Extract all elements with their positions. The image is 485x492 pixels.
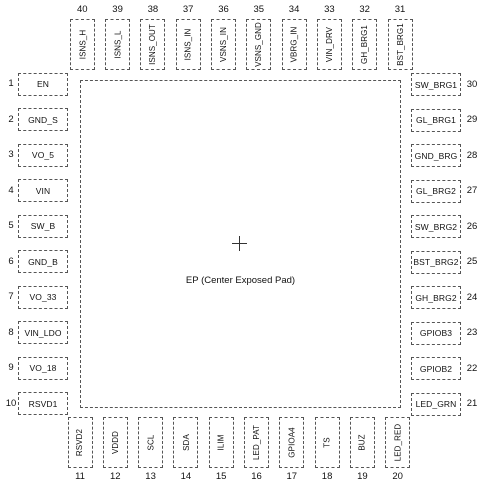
pin-pad [388, 19, 413, 70]
pin-name: GPIOB2 [419, 363, 453, 374]
pin-pad [411, 73, 461, 96]
pin-number: 18 [321, 471, 333, 482]
pin-name: GND_S [28, 114, 58, 125]
pin-pad [18, 215, 68, 238]
pin-pad [70, 19, 95, 70]
pin-pad [244, 417, 269, 468]
pin-pad [411, 180, 461, 203]
pin-pad [18, 144, 68, 167]
pin-name: RSVD2 [75, 428, 85, 457]
pin-number: 19 [357, 471, 368, 482]
pin-pad [18, 321, 68, 344]
pin-name: GPIOB3 [419, 328, 453, 338]
pin-number: 10 [5, 397, 17, 409]
pin-number: 27 [466, 185, 478, 196]
pin-pad [411, 144, 461, 167]
pin-name: BST_BRG2 [413, 257, 459, 267]
pin-number: 14 [180, 471, 192, 482]
pin-number: 3 [8, 149, 14, 160]
pin-number: 23 [466, 327, 478, 338]
pin-pad [279, 417, 304, 468]
pin-number: 38 [147, 4, 159, 15]
pin-pad [18, 108, 68, 131]
pin-pad [317, 19, 342, 70]
pin-name: GL_BRG2 [416, 186, 456, 196]
pin-pad [211, 19, 236, 70]
pin-number: 6 [8, 255, 14, 267]
pin-number: 16 [251, 471, 262, 482]
pin-pad [411, 322, 461, 345]
pin-number: 36 [218, 4, 229, 15]
pin-name: GND_B [28, 256, 58, 267]
pin-number: 25 [466, 256, 478, 267]
pin-pad [209, 417, 234, 468]
pin-number: 28 [466, 149, 478, 161]
pin-number: 4 [8, 184, 14, 196]
pin-pad [173, 417, 198, 468]
pin-number: 29 [466, 114, 478, 125]
pin-number: 12 [110, 471, 121, 482]
pin-name: BUZ [357, 434, 367, 451]
pin-number: 32 [359, 4, 370, 15]
pin-name: SW_BRG1 [414, 79, 458, 90]
pin-pad [315, 417, 340, 468]
pin-name: LED_PAT [252, 424, 261, 461]
pin-pad [352, 19, 377, 70]
exposed-pad [80, 80, 401, 408]
pin-name: GH_BRG1 [360, 25, 370, 64]
pin-pad [18, 250, 68, 273]
pin-pad [411, 357, 461, 380]
pin-name: TS [322, 437, 332, 448]
pin-name: GND_BRG [414, 150, 458, 161]
pin-number: 35 [253, 4, 265, 15]
pin-pad [411, 109, 461, 132]
pin-number: 26 [466, 220, 478, 232]
pin-pad [103, 417, 128, 468]
pin-number: 20 [392, 471, 403, 482]
pin-pad [18, 73, 68, 96]
pin-number: 30 [466, 78, 478, 90]
pin-pad [411, 393, 461, 416]
pin-pad [411, 251, 461, 274]
pin-number: 40 [77, 4, 88, 15]
pin-pad [176, 19, 201, 70]
pin-number: 33 [324, 4, 335, 15]
pin-pad [246, 19, 271, 70]
pin-number: 22 [466, 362, 478, 374]
pin-pad [138, 417, 163, 468]
pin-number: 24 [466, 291, 478, 303]
pin-name: GH_BRG2 [415, 292, 457, 303]
pin-name: VSNS_GND [254, 22, 264, 67]
pin-name: ISNS_H [77, 29, 87, 60]
pin-pad [140, 19, 165, 70]
pin-name: LED_RED [393, 423, 403, 462]
pin-name: BST_BRG1 [395, 23, 405, 66]
pin-number: 39 [112, 4, 123, 15]
pin-pad [411, 215, 461, 238]
pin-pad [18, 392, 68, 415]
pin-pad [68, 417, 93, 468]
pin-number: 2 [8, 113, 14, 125]
pin-name: SDA [181, 434, 191, 451]
pin-name: GL_BRG1 [416, 115, 456, 125]
pin-name: VIN_DRV [324, 26, 334, 63]
pin-name: SW_BRG2 [414, 221, 458, 232]
pin-number: 15 [215, 471, 227, 482]
pin-pad [18, 286, 68, 309]
pin-name: SCL [146, 434, 156, 451]
pin-pad [350, 417, 375, 468]
pin-number: 37 [182, 4, 194, 15]
pin-name: RSVD1 [28, 398, 58, 409]
pin-name: ILIM [216, 434, 226, 451]
pin-pad [105, 19, 130, 70]
pin-name: ISNS_L [113, 30, 123, 59]
pin-number: 11 [75, 471, 85, 482]
pin-number: 34 [288, 4, 300, 15]
center-crosshair [239, 236, 240, 251]
exposed-pad-label: EP (Center Exposed Pad) [185, 275, 296, 286]
pin-number: 1 [8, 78, 14, 89]
pin-name: VIN [35, 185, 51, 196]
pin-number: 9 [8, 362, 14, 373]
pin-pad [18, 357, 68, 380]
pin-name: VO_33 [29, 292, 57, 302]
pin-name: VSNS_IN [219, 27, 228, 62]
pin-name: VO_18 [29, 363, 57, 373]
pin-number: 17 [286, 471, 298, 482]
pin-name: VBRG_IN [289, 26, 299, 63]
pin-number: 13 [145, 471, 156, 482]
pin-name: VDDD [110, 430, 120, 455]
pin-number: 5 [8, 220, 14, 231]
pin-name: VO_5 [31, 150, 55, 160]
pin-name: LED_GRN [415, 399, 457, 409]
pin-pad [411, 286, 461, 309]
pin-number: 21 [466, 398, 478, 409]
pin-number: 31 [394, 4, 406, 15]
pin-name: SW_B [30, 221, 56, 231]
pin-name: ISNS_OUT [148, 24, 158, 65]
pin-number: 7 [8, 291, 14, 302]
pin-pad [385, 417, 410, 468]
pin-pad [282, 19, 307, 70]
pin-name: GPIOA4 [287, 427, 297, 458]
pin-name: VIN_LDO [24, 327, 62, 338]
pin-name: EN [36, 79, 49, 89]
pin-pad [18, 179, 68, 202]
pin-number: 8 [8, 326, 14, 338]
pin-name: ISNS_IN [183, 28, 193, 61]
